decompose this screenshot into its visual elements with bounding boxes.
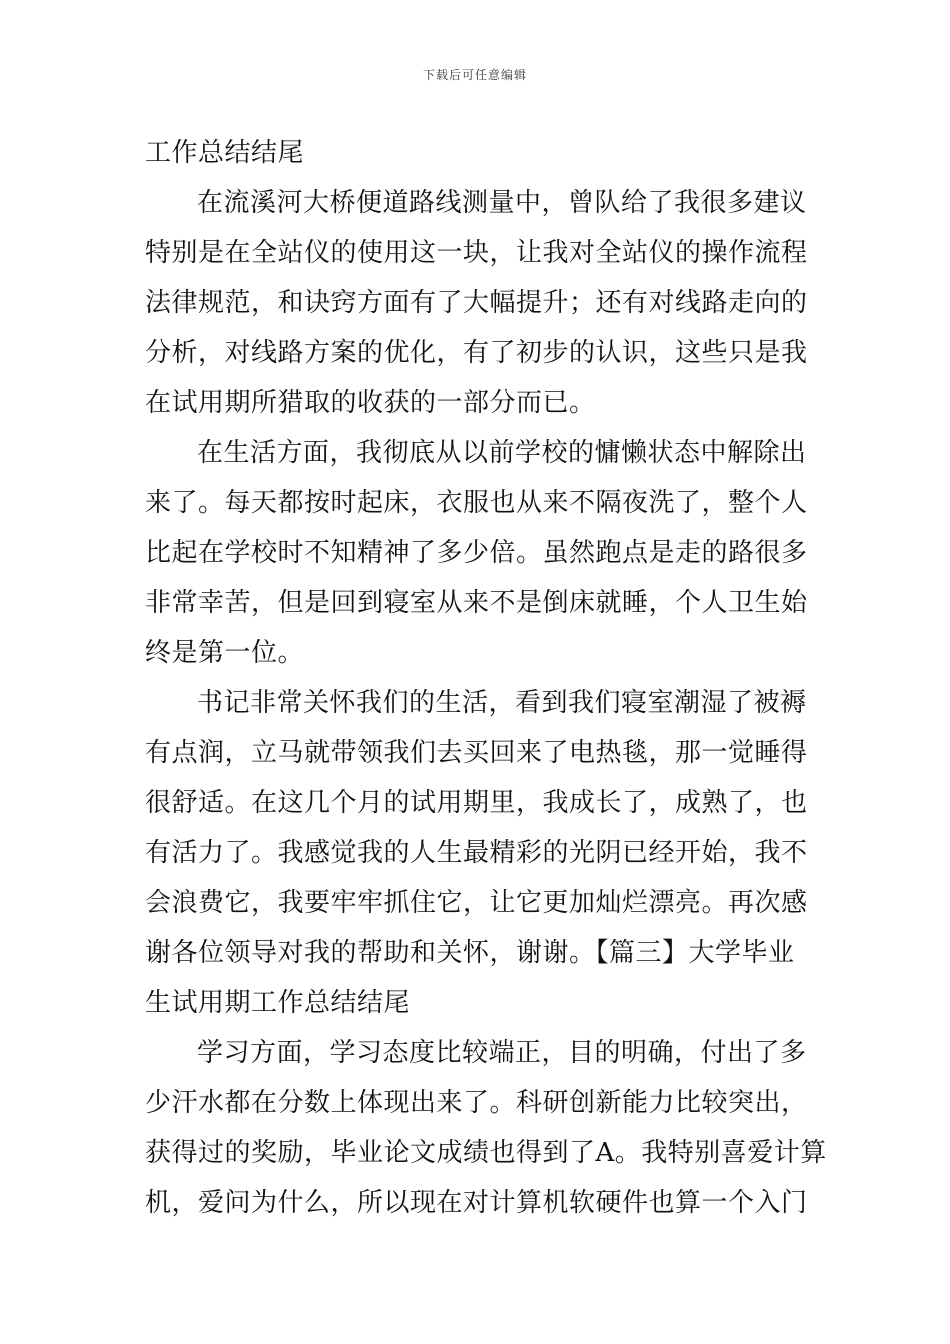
text-line: 很舒适。在这几个月的试用期里，我成长了，成熟了，也 [145, 788, 808, 818]
text-line: 生试用期工作总结结尾 [145, 988, 411, 1018]
paragraph-start-line: 在流溪河大桥便道路线测量中，曾队给了我很多建议 [197, 188, 807, 218]
paragraph-start-line: 在生活方面，我彻底从以前学校的慵懒状态中解除出 [197, 438, 807, 468]
document-body [145, 128, 827, 1228]
text-line: 机，爱问为什么，所以现在对计算机软硬件也算一个入门 [145, 1188, 808, 1218]
paragraph-start-line: 学习方面，学习态度比较端正，目的明确，付出了多 [197, 1038, 807, 1068]
text-line: 终是第一位。 [145, 638, 305, 668]
text-line: 少汗水都在分数上体现出来了。科研创新能力比较突出， [145, 1088, 808, 1118]
text-line: 比起在学校时不知精神了多少倍。虽然跑点是走的路很多 [145, 538, 808, 568]
page-header: 下载后可任意编辑 [422, 68, 527, 82]
text-line: 法律规范，和诀窍方面有了大幅提升；还有对线路走向的 [145, 288, 808, 318]
text-line: 特别是在全站仪的使用这一块，让我对全站仪的操作流程 [145, 238, 808, 268]
text-line: 有点润，立马就带领我们去买回来了电热毯，那一觉睡得 [145, 738, 808, 768]
paragraph-start-line: 书记非常关怀我们的生活，看到我们寝室潮湿了被褥 [197, 688, 807, 718]
text-line: 会浪费它，我要牢牢抓住它，让它更加灿烂漂亮。再次感 [145, 888, 808, 918]
text-line: 获得过的奖励，毕业论文成绩也得到了A。我特别喜爱计算 [145, 1138, 827, 1168]
text-line: 有活力了。我感觉我的人生最精彩的光阴已经开始，我不 [145, 838, 808, 868]
text-line: 分析，对线路方案的优化，有了初步的认识，这些只是我 [145, 338, 808, 368]
text-line: 谢各位领导对我的帮助和关怀，谢谢。【篇三】大学毕业 [145, 938, 795, 968]
text-line: 工作总结结尾 [145, 138, 305, 168]
text-line: 来了。每天都按时起床，衣服也从来不隔夜洗了，整个人 [145, 488, 808, 518]
text-line: 非常幸苦，但是回到寝室从来不是倒床就睡，个人卫生始 [145, 588, 808, 618]
text-line: 在试用期所猎取的收获的一部分而已。 [145, 388, 596, 418]
